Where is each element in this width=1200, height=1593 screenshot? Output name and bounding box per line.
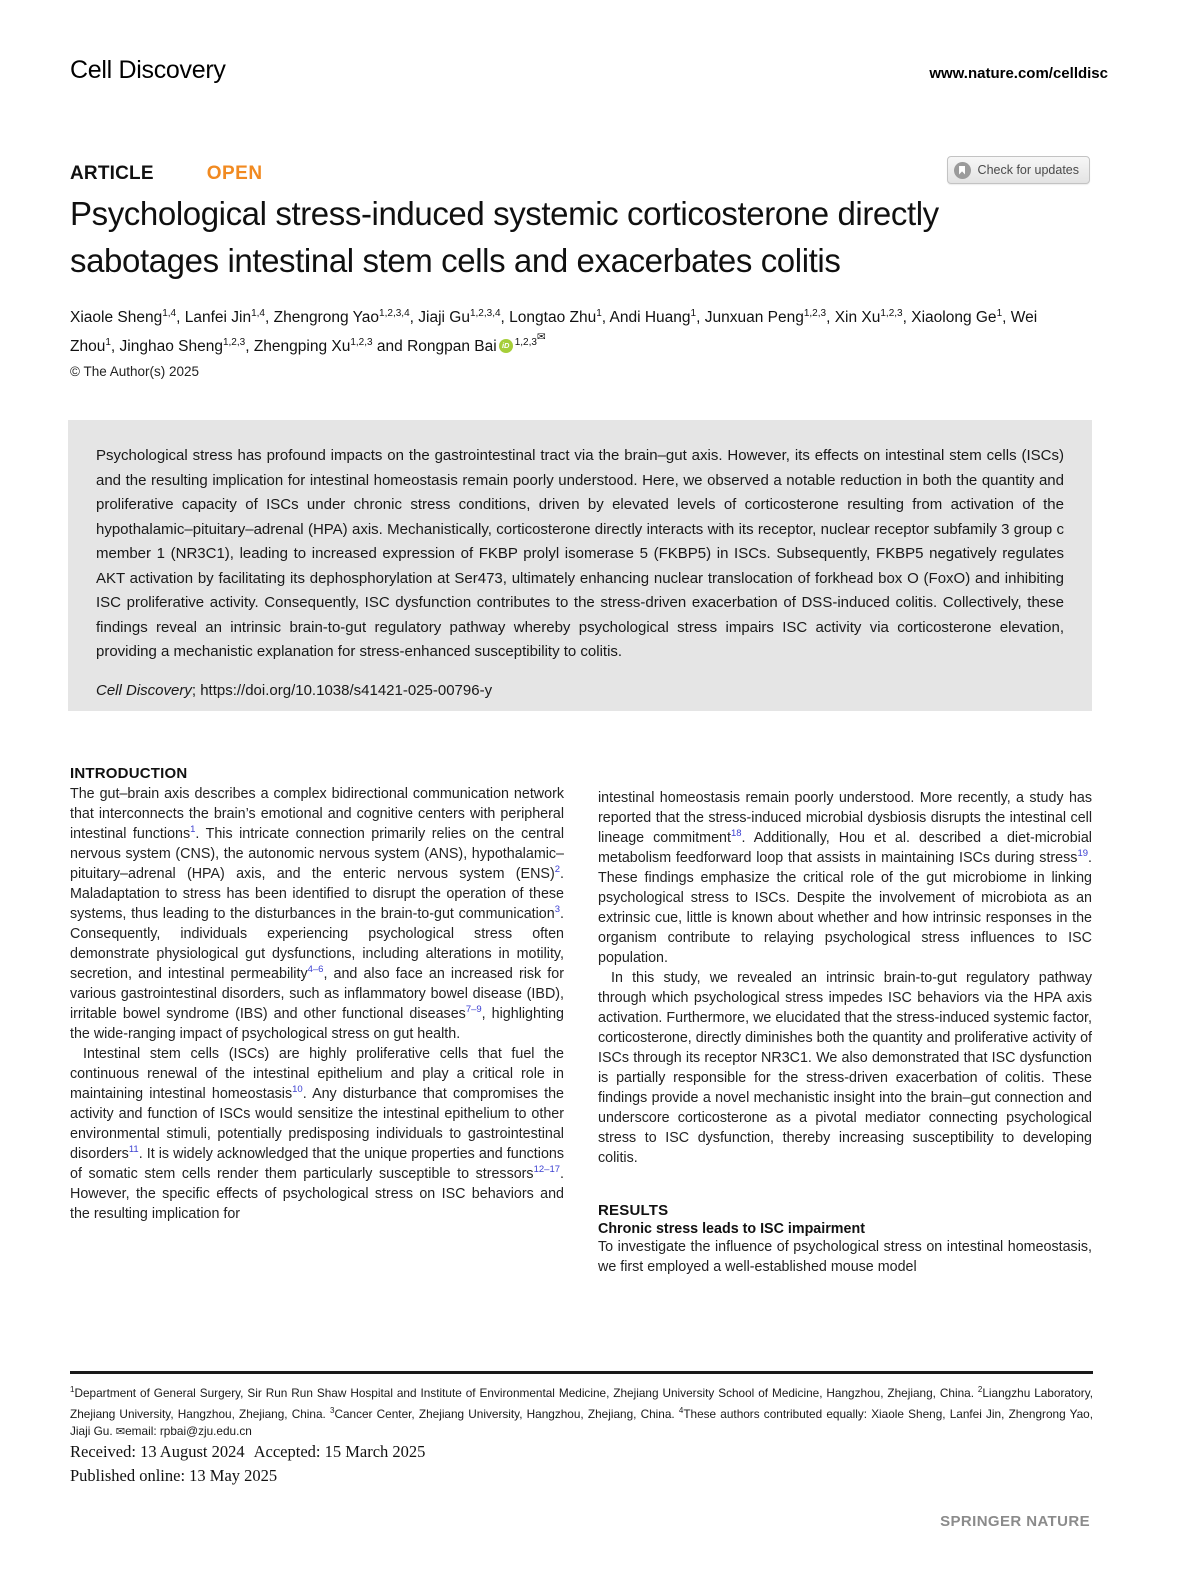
- citation-ref[interactable]: 3: [554, 904, 561, 916]
- results-paragraph-1: To investigate the influence of psychological stress on intestinal homeostasis, we first employed a well-established mouse model: [598, 1239, 1092, 1275]
- citation-ref[interactable]: 7–9: [465, 1004, 482, 1016]
- citation-ref[interactable]: 1: [190, 824, 196, 836]
- superscript-marker: 1: [596, 308, 602, 319]
- results-heading: RESULTS: [598, 1202, 669, 1219]
- superscript-marker: 1: [690, 308, 697, 319]
- citation-ref[interactable]: 4–6: [307, 964, 324, 976]
- open-access-label: OPEN: [206, 163, 263, 184]
- introduction-heading: INTRODUCTION: [70, 765, 188, 782]
- abstract-text: Psychological stress has profound impacts on the gastrointestinal tract via the brain–gut axis. However, its effects on intestinal stem cells (ISCs) and the resulting implication for intestinal homeostasis remain poorly understood. Here, we observed a notable reduction in both the quantity and proliferative capacity of ISCs under chronic stress conditions, driven by elevated levels of corticosterone resulting from activation of the hypothalamic–pituitary–adrenal (HPA) axis. Mechanistically, corticosterone directly interacts with its receptor, nuclear receptor subfamily 3 group c member 1 (NR3C1), leading to increased expression of FKBP prolyl isomerase 5 (FKBP5) in ISCs. Subsequently, FKBP5 negatively regulates AKT activation by facilitating its dephosphorylation at Ser473, ultimately enhancing nuclear translocation of forkhead box O (FoxO) and inhibiting ISC proliferative activity. Consequently, ISC dysfunction contributes to the stress-driven exacerbation of DSS-induced colitis. Collectively, these findings reveal an intrinsic brain-to-gut regulatory pathway whereby psychological stress impairs ISC activity via corticosterone elevation, providing a mechanistic explanation for stress-enhanced susceptibility to colitis.: [96, 447, 1064, 660]
- intro-paragraph-4: In this study, we revealed an intrinsic brain-to-gut regulatory pathway through which psychological stress impedes ISC behaviors via the HPA axis activation. Furthermore, we elucidated that the stress-induced systemic factor, corticosterone, directly diminishes both the quantity and proliferative activity of ISCs through its receptor NR3C1. We also demonstrated that ISC dysfunction is partially responsible for the stress-driven exacerbation of colitis. These findings provide a novel mechanistic insight into the brain–gut connection and underscore corticosterone as a pivotal mediator connecting psychological stress to ISC dysfunction, thereby increasing susceptibility to developing colitis.: [598, 970, 1092, 1166]
- journal-name: Cell Discovery: [70, 56, 226, 84]
- citation-line: [96, 682, 1064, 699]
- citation-ref[interactable]: 18: [730, 828, 742, 840]
- footnote-divider: [70, 1371, 1093, 1374]
- citation-ref[interactable]: 11: [128, 1144, 139, 1156]
- right-column: [598, 765, 1092, 1277]
- superscript-marker: 1: [70, 1385, 75, 1394]
- citation-ref[interactable]: 19: [1077, 848, 1089, 860]
- intro-paragraph-1: The gut–brain axis describes a complex bidirectional communication network that interconnects the brain’s emotional and cognitive centers with peripheral intestinal functions$^1$. This intricate connection primarily relies on the central nervous system (CNS), the autonomic nervous system (ANS), hypothalamic–pituitary–adrenal (HPA) axis, and the enteric nervous system (ENS)$^2$. Maladaptation to stress has been identified to disrupt the operation of these systems, thus leading to the disturbances in the brain-to-gut communication$^3$. Consequently, individuals experiencing psychological stress often demonstrate physiological gut dysfunctions, including alterations in motility, secretion, and intestinal permeability$^{4-6}$, and also face an increased risk for various gastrointestinal disorders, such as inflammatory bowel disease (IBD), irritable bowel syndrome (IBS) and other functional diseases$^{7-9}$, highlighting the wide-ranging impact of psychological stress on gut health.: [70, 786, 565, 1042]
- orcid-icon[interactable]: [499, 339, 513, 353]
- article-kind-row: [70, 163, 1092, 185]
- superscript-marker: 1,2,3: [350, 337, 373, 349]
- left-column: [70, 765, 564, 1277]
- envelope-icon: [537, 330, 546, 359]
- superscript-marker: 1,2,3,4: [379, 308, 410, 319]
- intro-paragraph-2: Intestinal stem cells (ISCs) are highly proliferative cells that fuel the continuous renewal of the intestinal epithelium and play a critical role in maintaining intestinal homeostasis$^{10}$. Any disturbance that compromises the activity and function of ISCs would sensitize the intestinal epithelium to other environmental stimuli, potentially predisposing individuals to gastrointestinal disorders$^{11}$. It is widely acknowledged that the unique properties and functions of somatic stem cells render them particularly susceptible to stressors$^{12-17}$. However, the specific effects of psychological stress on ISC behaviors and the resulting implication for: [70, 1046, 564, 1222]
- affiliations-footnote: $^1$Department of General Surgery, Sir Run Run Shaw Hospital and Institute of Environmental Medicine, Zhejiang University School of Medicine, Hangzhou, Zhejiang, China. $^2$Liangzhu Laboratory, Zhejiang University, Hangzhou, Zhejiang, China. $^3$Cancer Center, Zhejiang University, Hangzhou, Zhejiang, China. $^4$These authors contributed equally: Xiaole Sheng, Lanfei Jin, Zhengrong Yao, Jiaji Gu. ✉email: rpbai@zju.edu.cn: [70, 1381, 1093, 1441]
- received-accepted-line: [70, 1440, 670, 1464]
- accepted-date: Accepted: 15 March 2025: [253, 1442, 426, 1461]
- abstract-box: [68, 420, 1092, 711]
- crossmark-icon: [954, 162, 971, 179]
- results-section: [598, 1202, 1092, 1277]
- superscript-marker: 1,2,3: [514, 337, 537, 349]
- check-for-updates-label: Check for updates: [977, 163, 1079, 177]
- check-for-updates-badge[interactable]: [947, 156, 1090, 184]
- doi-link[interactable]: ; https://doi.org/10.1038/s41421-025-00796-y: [191, 681, 493, 699]
- citation-ref[interactable]: 10: [292, 1084, 303, 1096]
- publisher-logo: SPRINGER NATURE: [940, 1513, 1090, 1530]
- body-columns: [70, 765, 1093, 1277]
- superscript-marker: 1,2,3: [880, 308, 903, 319]
- superscript-marker: 1: [996, 308, 1003, 319]
- superscript-marker: 4: [678, 1405, 684, 1415]
- superscript-marker: 1,2,3,4: [469, 308, 501, 319]
- envelope-icon: [116, 1423, 125, 1441]
- page-title: Psychological stress-induced systemic corticosterone directly sabotages intestinal stem cells and exacerbates colitis: [70, 195, 939, 279]
- received-date: Received: 13 August 2024: [70, 1442, 245, 1461]
- superscript-marker: 1,4: [251, 308, 265, 319]
- article-type-label: ARTICLE: [70, 163, 154, 184]
- citation-ref[interactable]: 12–17: [533, 1164, 561, 1176]
- results-subheading: Chronic stress leads to ISC impairment: [598, 1221, 865, 1237]
- journal-url-link[interactable]: www.nature.com/celldisc: [929, 65, 1108, 82]
- superscript-marker: 3: [330, 1405, 335, 1415]
- superscript-marker: 1,2,3: [222, 337, 246, 349]
- copyright-notice: © The Author(s) 2025: [70, 364, 200, 379]
- superscript-marker: 1,4: [162, 308, 177, 319]
- masthead: [70, 56, 1108, 85]
- citation-ref[interactable]: 2: [554, 864, 561, 876]
- published-date: Published online: 13 May 2025: [70, 1466, 278, 1485]
- citation-journal: Cell Discovery: [96, 681, 192, 699]
- intro-paragraph-3: intestinal homeostasis remain poorly understood. More recently, a study has reported that the stress-induced microbial dysbiosis disrupts the intestinal cell lineage commitment$^{18}$. Additionally, Hou et al. described a diet-microbial metabolism feedforward loop that assists in maintaining ISCs during stress$^{19}$. These findings emphasize the critical role of the gut microbiome in linking psychological stress to ISCs. Despite the involvement of microbiota as an extrinsic cue, little is known about whether and how intrinsic responses in the organism contribute to relaying psychological stress influences to ISC population.: [598, 790, 1092, 966]
- author-list: Xiaole Sheng$^{1,4}$, Lanfei Jin$^{1,4}$, Zhengrong Yao$^{1,2,3,4}$, Jiaji Gu$^{1,2,3,4}$, Longtao Zhu$^1$, Andi Huang$^1$, Junxuan Peng$^{1,2,3}$, Xin Xu$^{1,2,3}$, Xiaolong Ge$^1$, Wei Zhou$^1$, Jinghao Sheng$^{1,2,3}$, Zhengping Xu$^{1,2,3}$ and Rongpan Bai iD $^{1,2,3}$✉: [70, 302, 1040, 359]
- superscript-marker: 2: [977, 1385, 983, 1394]
- article-dates: [70, 1440, 670, 1488]
- superscript-marker: 1,2,3: [803, 308, 827, 319]
- superscript-marker: 1: [105, 337, 111, 349]
